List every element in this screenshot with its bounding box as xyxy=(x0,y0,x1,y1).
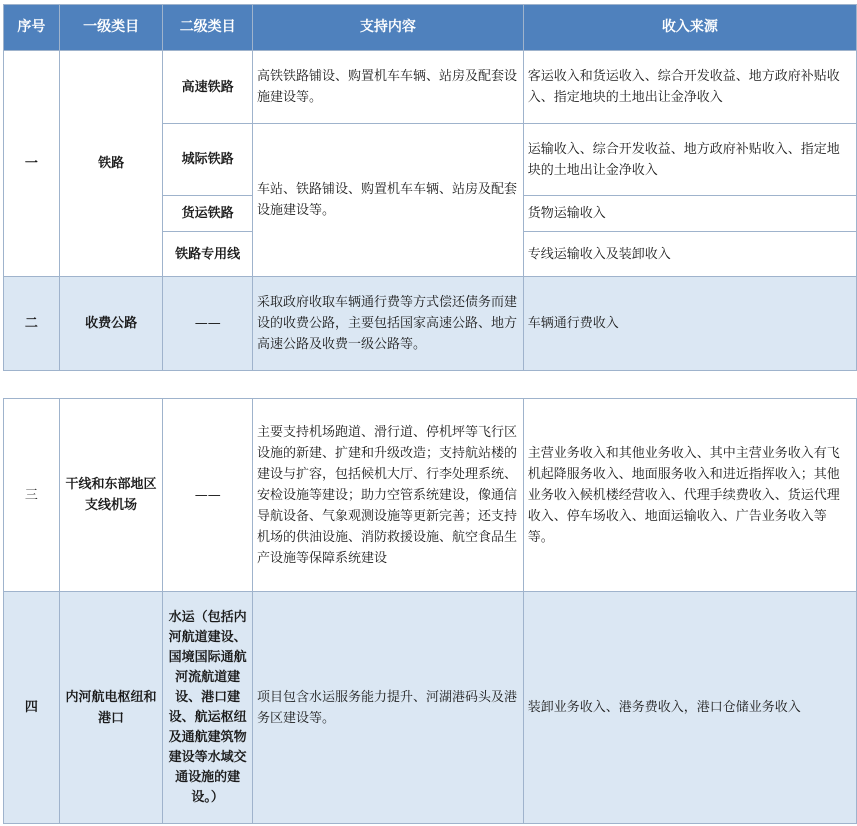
category1-cell: 收费公路 xyxy=(59,277,163,371)
income-source-cell: 客运收入和货运收入、综合开发收益、地方政府补贴收入、指定地块的土地出让金净收入 xyxy=(523,51,856,124)
row-number: 三 xyxy=(4,399,60,592)
table-row xyxy=(4,51,857,124)
income-source-cell: 装卸业务收入、港务费收入，港口仓储业务收入 xyxy=(523,592,856,824)
category2-cell: 高速铁路 xyxy=(163,51,253,124)
category2-cell: 水运（包括内河航道建设、国境国际通航河流航道建设、港口建设、航运枢纽及通航建筑物建设等水域交通设施的建设。） xyxy=(163,592,253,824)
row-number: 一 xyxy=(4,51,60,277)
support-content-cell: 采取政府收取车辆通行费等方式偿还债务而建设的收费公路，主要包括国家高速公路、地方高速公路及收费一级公路等。 xyxy=(253,277,524,371)
category2-cell: 铁路专用线 xyxy=(163,232,253,277)
row-number: 二 xyxy=(4,277,60,371)
income-source-cell: 车辆通行费收入 xyxy=(523,277,856,371)
category1-cell: 内河航电枢纽和港口 xyxy=(59,592,163,824)
support-table-part2 xyxy=(3,398,857,824)
table-header-row xyxy=(4,5,857,51)
category2-cell: 货运铁路 xyxy=(163,196,253,232)
table-row xyxy=(4,399,857,592)
category2-cell: —— xyxy=(163,399,253,592)
category1-cell: 铁路 xyxy=(59,51,163,277)
header-category1: 一级类目 xyxy=(59,5,163,51)
support-content-cell: 主要支持机场跑道、滑行道、停机坪等飞行区设施的新建、扩建和升级改造；支持航站楼的建设与扩容，包括候机大厅、行李处理系统、安检设施等建设；助力空管系统建设，像通信导航设备、气象观测设施等更新完善；还支持机场的供油设施、消防救援设施、航空食品生产设施等保障系统建设 xyxy=(253,399,524,592)
table-row xyxy=(4,277,857,371)
category1-cell: 干线和东部地区支线机场 xyxy=(59,399,163,592)
support-content-cell: 高铁铁路铺设、购置机车车辆、站房及配套设施建设等。 xyxy=(253,51,524,124)
table-row xyxy=(4,592,857,824)
category2-cell: —— xyxy=(163,277,253,371)
income-source-cell: 主营业务收入和其他业务收入、其中主营业务收入有飞机起降服务收入、地面服务收入和进近指挥收入；其他业务收入候机楼经营收入、代理手续费收入、货运代理收入、停车场收入、地面运输收入、广告业务收入等等。 xyxy=(523,399,856,592)
income-source-cell: 运输收入、综合开发收益、地方政府补贴收入、指定地块的土地出让金净收入 xyxy=(523,124,856,196)
income-source-cell: 货物运输收入 xyxy=(523,196,856,232)
support-table-part1 xyxy=(3,4,857,371)
row-number: 四 xyxy=(4,592,60,824)
category2-cell: 城际铁路 xyxy=(163,124,253,196)
header-category2: 二级类目 xyxy=(163,5,253,51)
support-content-cell: 项目包含水运服务能力提升、河湖港码头及港务区建设等。 xyxy=(253,592,524,824)
header-income-source: 收入来源 xyxy=(523,5,856,51)
income-source-cell: 专线运输收入及装卸收入 xyxy=(523,232,856,277)
support-content-cell: 车站、铁路铺设、购置机车车辆、站房及配套设施建设等。 xyxy=(253,124,524,277)
header-seq: 序号 xyxy=(4,5,60,51)
header-support-content: 支持内容 xyxy=(253,5,524,51)
